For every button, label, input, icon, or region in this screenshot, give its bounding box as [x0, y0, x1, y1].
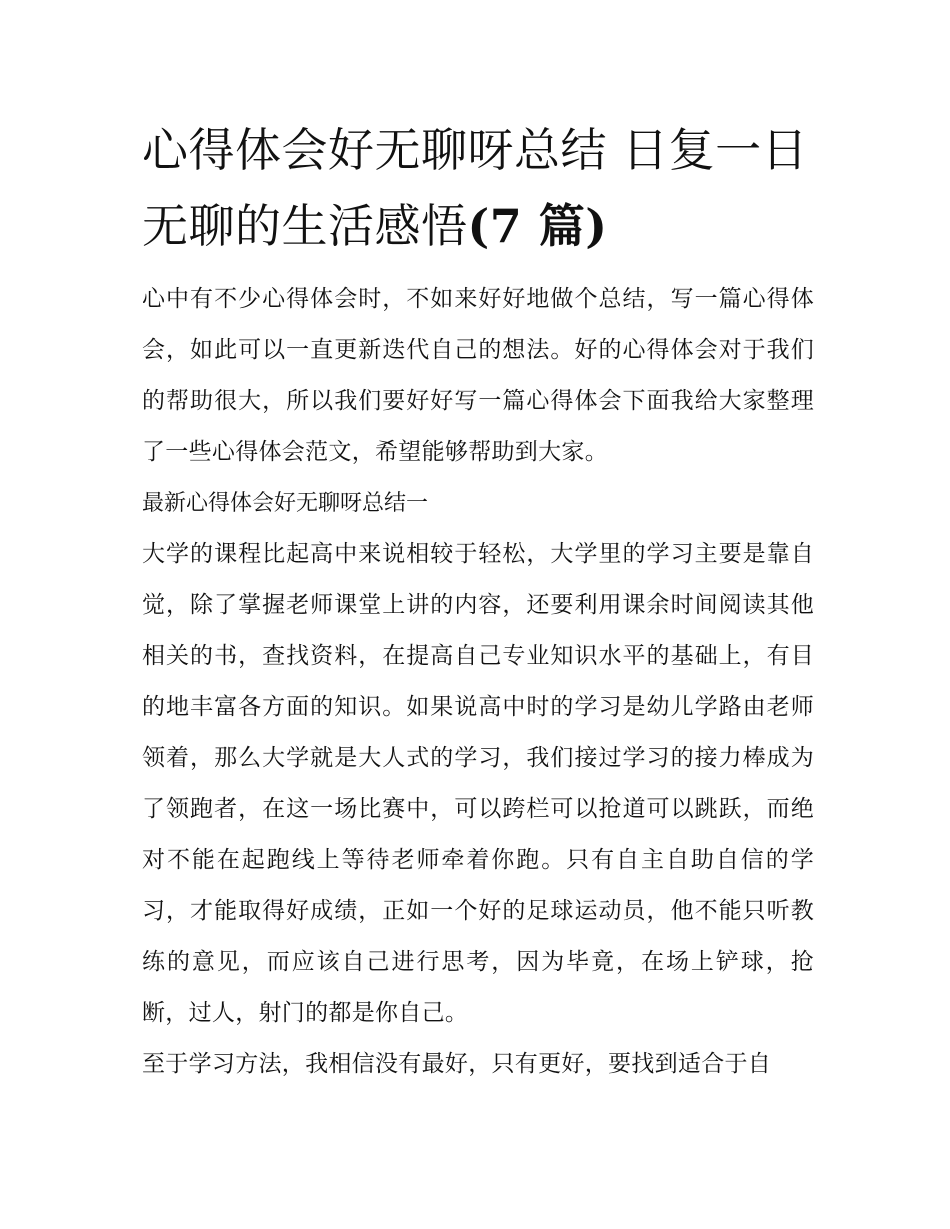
title-suffix: (7 篇)	[467, 199, 608, 253]
body-paragraph-1: 大学的课程比起高中来说相较于轻松，大学里的学习主要是靠自觉，除了掌握老师课堂上讲的内容，还要利用课余时间阅读其他相关的书，查找资料，在提高自己专业知识水平的基础上，有目的地丰富各方面的知识。如果说高中时的学习是幼儿学路由老师领着，那么大学就是大人式的学习，我们接过学习的接力棒成为了领跑者，在这一场比赛中，可以跨栏可以抢道可以跳跃，而绝对不能在起跑线上等待老师牵着你跑。只有自主自助自信的学习，才能取得好成绩，正如一个好的足球运动员，他不能只听教练的意见，而应该自己进行思考，因为毕竟，在场上铲球，抢断，过人，射门的都是你自己。	[142, 541, 814, 1026]
body-paragraph-2: 至于学习方法，我相信没有最好，只有更好，要找到适合于自	[142, 1051, 772, 1077]
document-title	[142, 112, 814, 264]
title-main: 心得体会好无聊呀总结 日复一日无聊的生活感悟	[142, 123, 809, 253]
document-content	[142, 112, 814, 1090]
intro-paragraph: 心中有不少心得体会时，不如来好好地做个总结，写一篇心得体会，如此可以一直更新迭代自己的想法。好的心得体会对于我们的帮助很大，所以我们要好好写一篇心得体会下面我给大家整理了一些心得体会范文，希望能够帮助到大家。	[142, 286, 814, 465]
section-heading: 最新心得体会好无聊呀总结一	[142, 491, 429, 516]
